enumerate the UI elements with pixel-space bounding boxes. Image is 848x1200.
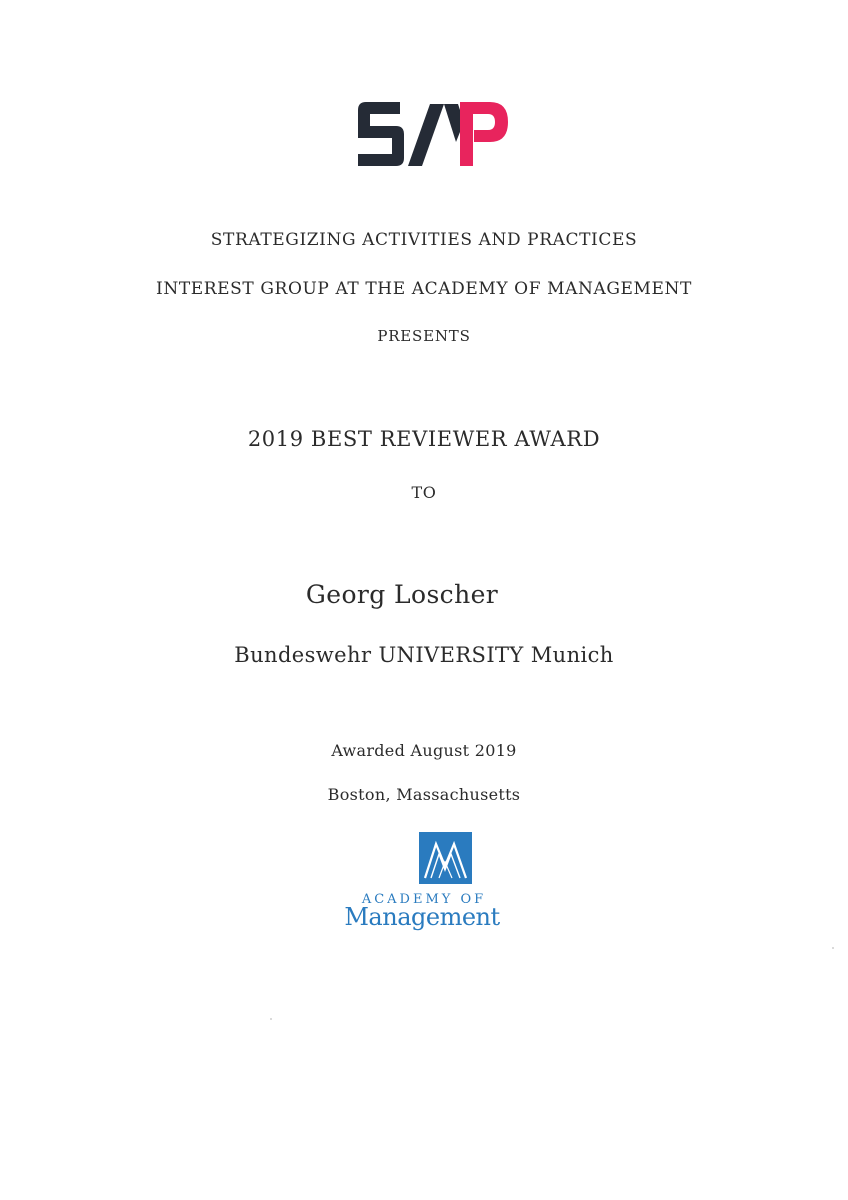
sap-logo-letter-s	[358, 102, 404, 166]
aom-mountain-icon	[419, 832, 472, 884]
award-title: 2019 BEST REVIEWER AWARD	[247, 427, 601, 451]
aom-logo-line-2: Management	[344, 903, 500, 931]
sap-logo-letter-p	[460, 102, 508, 166]
organization-line-2: INTEREST GROUP AT THE ACADEMY OF MANAGEMENT	[156, 279, 692, 299]
to-label: TO	[411, 483, 437, 502]
award-date: Awarded August 2019	[331, 741, 517, 760]
presents-label: PRESENTS	[377, 327, 471, 345]
sap-logo-letter-a-left	[408, 104, 444, 166]
sap-logo	[352, 96, 512, 172]
award-location: Boston, Massachusetts	[327, 785, 521, 804]
organization-line-1: STRATEGIZING ACTIVITIES AND PRACTICES	[210, 230, 638, 250]
aom-logo-line-1: ACADEMY OF	[361, 892, 487, 907]
recipient-name: Georg Loscher	[305, 580, 499, 609]
recipient-institution: Bundeswehr UNIVERSITY Munich	[234, 643, 614, 667]
scan-speck	[832, 947, 834, 949]
scan-speck	[270, 1018, 272, 1020]
